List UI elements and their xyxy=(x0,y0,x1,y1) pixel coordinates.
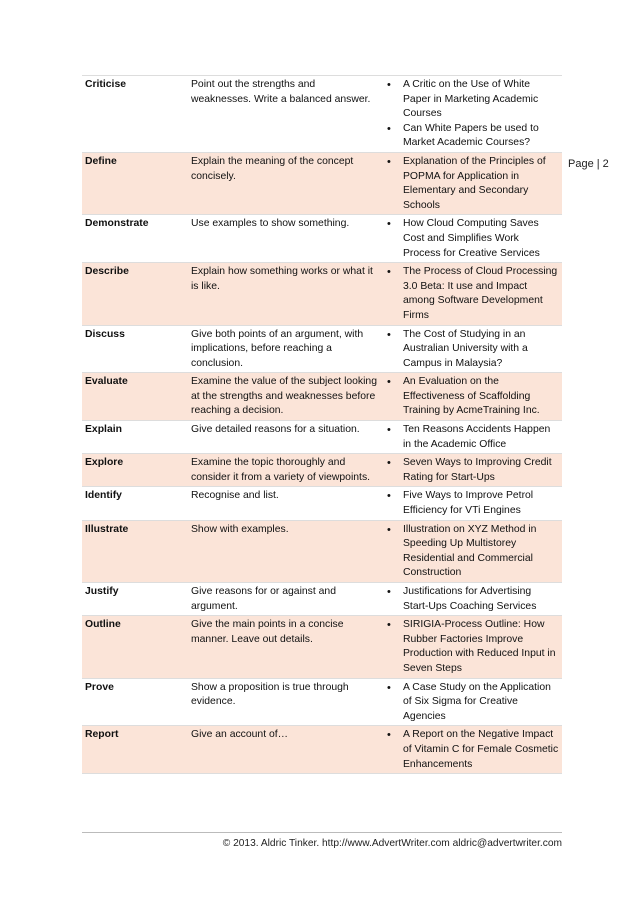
example-item: • The Cost of Studying in an Australian University with a Campus in Malaysia? xyxy=(384,328,559,372)
table-row xyxy=(82,263,562,325)
meaning-cell: Examine the topic thoroughly and consider it from a variety of viewpoints. xyxy=(188,454,381,487)
term-cell: Demonstrate xyxy=(82,215,188,263)
examples-cell xyxy=(381,454,562,487)
table-body xyxy=(82,76,562,774)
examples-cell xyxy=(381,616,562,678)
table-row xyxy=(82,726,562,774)
example-item: • Seven Ways to Improving Credit Rating for Start-Ups xyxy=(384,456,559,485)
example-item: • A Case Study on the Application of Six Sigma for Creative Agencies xyxy=(384,681,559,725)
term-cell: Illustrate xyxy=(82,520,188,582)
example-item: • A Critic on the Use of White Paper in Marketing Academic Courses xyxy=(384,78,559,122)
meaning-cell: Explain the meaning of the concept concisely. xyxy=(188,152,381,214)
table-row xyxy=(82,520,562,582)
examples-list xyxy=(384,728,559,772)
meaning-cell: Recognise and list. xyxy=(188,487,381,520)
table-row xyxy=(82,373,562,421)
table-row xyxy=(82,325,562,373)
example-item: • Five Ways to Improve Petrol Efficiency for VTi Engines xyxy=(384,489,559,518)
examples-cell xyxy=(381,76,562,153)
examples-list xyxy=(384,585,559,614)
table-row xyxy=(82,616,562,678)
examples-cell xyxy=(381,215,562,263)
meaning-cell: Explain how something works or what it is like. xyxy=(188,263,381,325)
term-cell: Discuss xyxy=(82,325,188,373)
table-row xyxy=(82,454,562,487)
examples-cell xyxy=(381,152,562,214)
examples-cell xyxy=(381,520,562,582)
examples-list xyxy=(384,375,559,419)
table-row xyxy=(82,678,562,726)
term-cell: Criticise xyxy=(82,76,188,153)
example-item: • Explanation of the Principles of POPMA for Application in Elementary and Secondary Schools xyxy=(384,155,559,213)
term-cell: Evaluate xyxy=(82,373,188,421)
term-cell: Identify xyxy=(82,487,188,520)
example-item: • Illustration on XYZ Method in Speeding Up Multistorey Residential and Commercial Construction xyxy=(384,523,559,581)
term-cell: Describe xyxy=(82,263,188,325)
term-cell: Explain xyxy=(82,421,188,454)
instruction-words-table xyxy=(82,75,562,774)
meaning-cell: Give detailed reasons for a situation. xyxy=(188,421,381,454)
examples-cell xyxy=(381,373,562,421)
table-row xyxy=(82,583,562,616)
example-item: • How Cloud Computing Saves Cost and Simplifies Work Process for Creative Services xyxy=(384,217,559,261)
meaning-cell: Point out the strengths and weaknesses. Write a balanced answer. xyxy=(188,76,381,153)
table-row xyxy=(82,76,562,153)
examples-list xyxy=(384,265,559,323)
examples-list xyxy=(384,217,559,261)
meaning-cell: Give both points of an argument, with implications, before reaching a conclusion. xyxy=(188,325,381,373)
footer-divider xyxy=(82,832,562,833)
examples-list xyxy=(384,155,559,213)
examples-list xyxy=(384,489,559,518)
term-cell: Report xyxy=(82,726,188,774)
examples-list xyxy=(384,681,559,725)
meaning-cell: Examine the value of the subject looking at the strengths and weaknesses before reaching a decision. xyxy=(188,373,381,421)
example-item: • Justifications for Advertising Start-Ups Coaching Services xyxy=(384,585,559,614)
examples-list xyxy=(384,423,559,452)
meaning-cell: Use examples to show something. xyxy=(188,215,381,263)
examples-cell xyxy=(381,678,562,726)
meaning-cell: Give reasons for or against and argument. xyxy=(188,583,381,616)
examples-list xyxy=(384,456,559,485)
term-cell: Justify xyxy=(82,583,188,616)
meaning-cell: Show a proposition is true through evidence. xyxy=(188,678,381,726)
examples-cell xyxy=(381,583,562,616)
examples-list xyxy=(384,618,559,676)
footer-text: © 2013. Aldric Tinker. http://www.AdvertWriter.com aldric@advertwriter.com xyxy=(222,838,562,849)
term-cell: Prove xyxy=(82,678,188,726)
term-cell: Define xyxy=(82,152,188,214)
examples-list xyxy=(384,523,559,581)
meaning-cell: Show with examples. xyxy=(188,520,381,582)
meaning-cell: Give the main points in a concise manner. Leave out details. xyxy=(188,616,381,678)
example-item: • Ten Reasons Accidents Happen in the Academic Office xyxy=(384,423,559,452)
term-cell: Outline xyxy=(82,616,188,678)
meaning-cell: Give an account of… xyxy=(188,726,381,774)
examples-cell xyxy=(381,487,562,520)
examples-cell xyxy=(381,263,562,325)
example-item: • A Report on the Negative Impact of Vitamin C for Female Cosmetic Enhancements xyxy=(384,728,559,772)
examples-list xyxy=(384,328,559,372)
table-row xyxy=(82,421,562,454)
example-item: • The Process of Cloud Processing 3.0 Beta: It use and Impact among Software Development Firms xyxy=(384,265,559,323)
table-row xyxy=(82,215,562,263)
examples-cell xyxy=(381,325,562,373)
examples-cell xyxy=(381,726,562,774)
examples-cell xyxy=(381,421,562,454)
examples-list xyxy=(384,78,559,151)
example-item: • SIRIGIA-Process Outline: How Rubber Factories Improve Production with Reduced Input in Seven Steps xyxy=(384,618,559,676)
table-row xyxy=(82,152,562,214)
table-row xyxy=(82,487,562,520)
term-cell: Explore xyxy=(82,454,188,487)
page-number: Page | 2 xyxy=(561,154,609,174)
example-item: • An Evaluation on the Effectiveness of Scaffolding Training by AcmeTraining Inc. xyxy=(384,375,559,419)
example-item: • Can White Papers be used to Market Academic Courses? xyxy=(384,122,559,151)
